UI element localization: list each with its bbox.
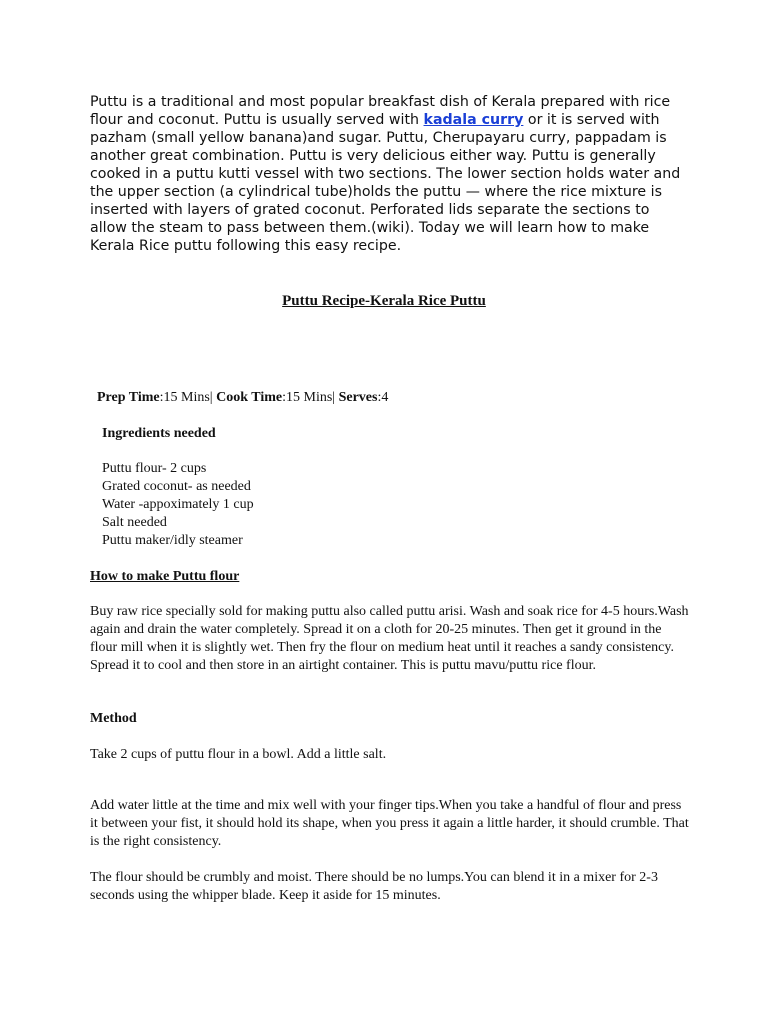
prep-info-line bbox=[97, 389, 388, 407]
kadala-curry-link[interactable]: kadala curry bbox=[423, 112, 524, 128]
prep-time-label: Prep Time bbox=[97, 390, 160, 405]
method-heading: Method bbox=[90, 711, 137, 726]
intro-paragraph bbox=[90, 93, 690, 255]
method-step: The flour should be crumbly and moist. There should be no lumps.You can blend it in a mixer for 2-3 seconds using the whipper blade. Keep it aside for 15 minutes. bbox=[90, 870, 658, 903]
serves-value: :4 bbox=[377, 390, 389, 405]
ingredients-list bbox=[102, 460, 254, 550]
ingredient-item: Puttu flour- 2 cups bbox=[102, 461, 207, 476]
serves-label: Serves bbox=[338, 390, 378, 405]
method-step: Add water little at the time and mix well with your finger tips.When you take a handful of flour and press it between your fist, it should hold its shape, when you press it again a little harder, it should crumble. That is the right consistency. bbox=[90, 798, 689, 849]
method-step: Take 2 cups of puttu flour in a bowl. Add a little salt. bbox=[90, 747, 387, 762]
ingredients-heading: Ingredients needed bbox=[102, 426, 216, 441]
flour-section-paragraph: Buy raw rice specially sold for making puttu also called puttu arisi. Wash and soak rice for 4-5 hours.Wash again and drain the water completely. Spread it on a cloth for 20-25 minutes. Then get it ground in the flour mill when it is slightly wet. Then fry the flour on medium heat until it reaches a sandy consistency. Spread it to cool and then store in an airtight container. This is puttu mavu/puttu rice flour. bbox=[90, 604, 689, 673]
intro-text-part1: Puttu is a traditional and most popular breakfast dish of Kerala prepared with rice flour and coconut. Puttu is usually served with bbox=[90, 94, 671, 128]
ingredient-item: Water -appoximately 1 cup bbox=[102, 497, 254, 512]
cook-time-value: :15 Mins| bbox=[282, 390, 336, 405]
prep-time-value: :15 Mins| bbox=[159, 390, 213, 405]
ingredient-item: Puttu maker/idly steamer bbox=[102, 533, 243, 548]
ingredient-item: Grated coconut- as needed bbox=[102, 479, 251, 494]
intro-text-part2: or it is served with pazham (small yellow banana)and sugar. Puttu, Cherupayaru curry, pappadam is another great combination. Puttu is very delicious either way. Puttu is generally cooked in a puttu kutti vessel with two sections. The lower section holds water and the upper section (a cylindrical tube)holds the puttu — where the rice mixture is inserted with layers of grated coconut. Perforated lids separate the sections to allow the steam to pass between them.(wiki). Today we will learn how to make Kerala Rice puttu following this easy recipe. bbox=[90, 112, 681, 254]
cook-time-label: Cook Time bbox=[216, 390, 283, 405]
flour-section-heading: How to make Puttu flour bbox=[90, 569, 240, 584]
ingredient-item: Salt needed bbox=[102, 515, 167, 530]
recipe-title: Puttu Recipe-Kerala Rice Puttu bbox=[282, 293, 486, 309]
